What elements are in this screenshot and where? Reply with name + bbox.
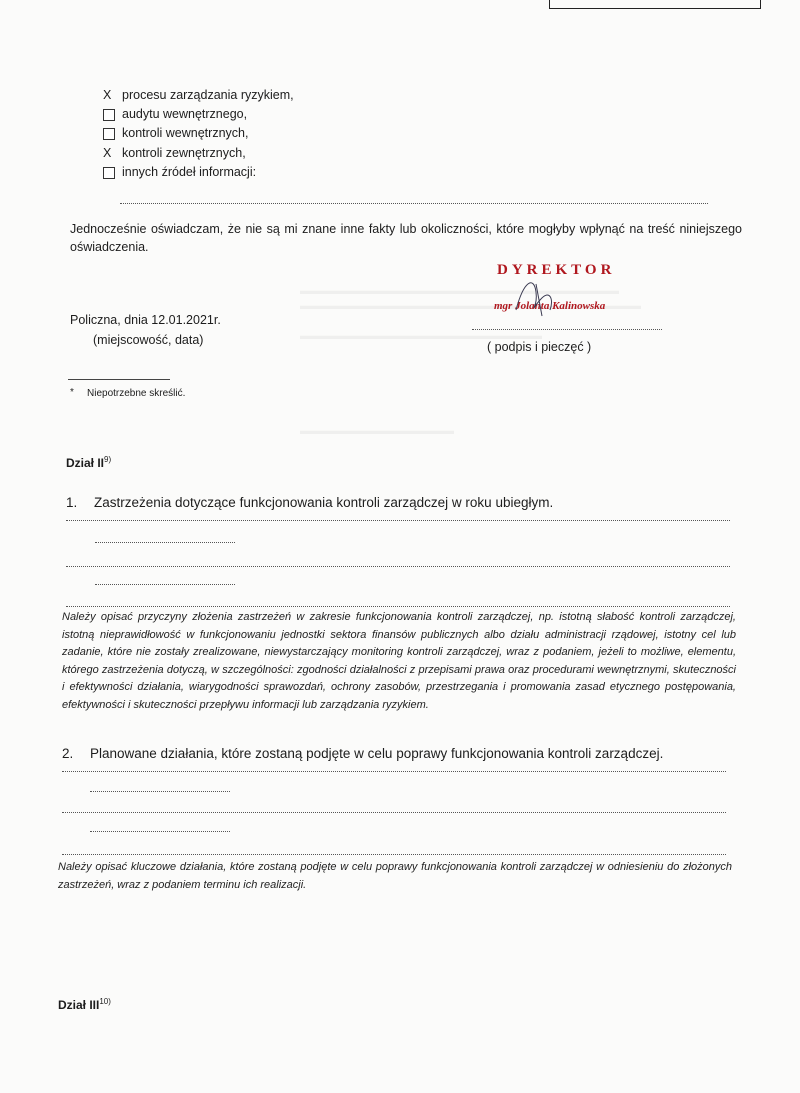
item-2-answer-line[interactable] xyxy=(62,771,726,772)
checkbox[interactable] xyxy=(103,109,115,121)
checklist-label: kontroli zewnętrznych, xyxy=(122,146,246,160)
signature-caption: ( podpis i pieczęć ) xyxy=(487,340,592,354)
checklist-label: innych źródeł informacji: xyxy=(122,165,257,179)
place-date: Policzna, dnia 12.01.2021r. xyxy=(70,313,221,327)
item-2-answer-line[interactable] xyxy=(90,791,230,792)
top-box-edge xyxy=(549,0,761,9)
bleed-through xyxy=(300,425,454,437)
item-1-text: Zastrzeżenia dotyczące funkcjonowania kontroli zarządczej w roku ubiegłym. xyxy=(94,495,554,510)
item-1-answer-line[interactable] xyxy=(66,520,730,521)
x-mark: X xyxy=(103,88,112,102)
item-2-number: 2. xyxy=(62,746,74,761)
item-2-answer-line[interactable] xyxy=(90,831,230,832)
item-2-answer-line[interactable] xyxy=(62,854,726,855)
item-2-answer-line[interactable] xyxy=(62,812,726,813)
handwritten-signature xyxy=(510,270,570,320)
item-2-instruction: Należy opisać kluczowe działania, które zostaną podjęte w celu poprawy funkcjonowania kontroli zarządczej w odniesieniu do złożonych zastrzeżeń, wraz z podaniem terminu ich realizacji. xyxy=(58,861,732,891)
item-1-answer-line[interactable] xyxy=(66,606,730,607)
item-1-answer-line[interactable] xyxy=(66,566,730,567)
item-2-text: Planowane działania, które zostaną podjęte w celu poprawy funkcjonowania kontroli zarządczej. xyxy=(90,746,664,761)
item-1-answer-line[interactable] xyxy=(95,584,235,585)
other-sources-dotted-line xyxy=(120,203,708,204)
checklist-label: audytu wewnętrznego, xyxy=(122,107,248,121)
footnote-marker: * xyxy=(70,387,74,398)
item-1-answer-line[interactable] xyxy=(95,542,235,543)
footnote-text: Niepotrzebne skreślić. xyxy=(87,388,186,399)
section-2-title: Dział II xyxy=(66,456,105,470)
section-2-heading xyxy=(66,455,111,470)
checkbox[interactable] xyxy=(103,167,115,179)
stamp-title: DYREKTOR xyxy=(497,262,616,278)
checkbox[interactable] xyxy=(103,128,115,140)
bleed-through xyxy=(300,285,619,297)
stamp-name: mgr Jolanta Kalinowska xyxy=(494,300,606,312)
place-date-caption: (miejscowość, data) xyxy=(93,333,204,347)
section-3-heading xyxy=(58,997,111,1012)
declaration-text: Jednocześnie oświadczam, że nie są mi znane inne fakty lub okoliczności, które mogłyby wpłynąć na treść niniejszego oświadczenia. xyxy=(70,222,742,254)
checklist-label: kontroli wewnętrznych, xyxy=(122,126,249,140)
item-1-instruction: Należy opisać przyczyny złożenia zastrzeżeń w zakresie funkcjonowania kontroli zarządczej, np. istotną słabość kontroli zarządczej, istotną nieprawidłowość w funkcjonowaniu jednostki sektora finansów publicznych albo działu administracji rządowej, istotny cel lub zadanie, które nie zostały zrealizowane, niewystarczający monitoring kontroli zarządczej, wraz z podaniem, jeżeli to możliwe, elementu, którego zastrzeżenia dotyczą, w szczególności: zgodności działalności z przepisami prawa oraz procedurami wewnętrznymi, skuteczności i efektywności działania, wiarygodności sprawozdań, ochrony zasobów, przestrzegania i promowania zasad etycznego postępowania, efektywności i skuteczności przepływu informacji lub zarządzania ryzykiem. xyxy=(62,611,736,711)
x-mark: X xyxy=(103,146,112,160)
section-3-footnote-ref: 10) xyxy=(99,997,111,1006)
item-1-number: 1. xyxy=(66,495,78,510)
section-3-title: Dział III xyxy=(58,998,100,1012)
footnote-rule xyxy=(68,379,170,380)
signature-dotted-line xyxy=(472,329,662,330)
checklist-label: procesu zarządzania ryzykiem, xyxy=(122,88,294,102)
section-2-footnote-ref: 9) xyxy=(104,455,112,464)
